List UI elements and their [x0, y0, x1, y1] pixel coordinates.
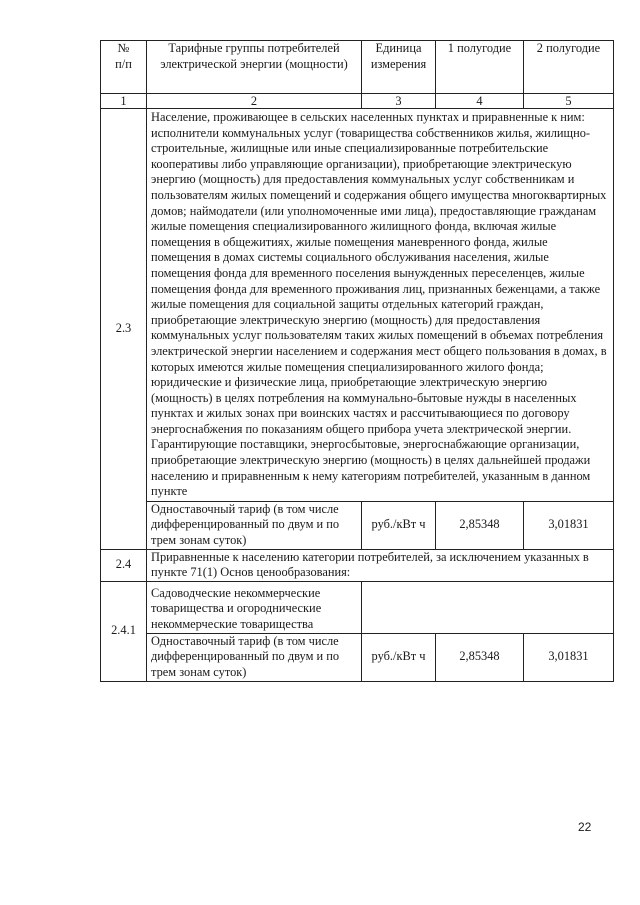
section-description: [147, 109, 614, 502]
paragraph: юридические и физические лица, приобретающие электрическую энергию (мощность) в целях потребления на коммунально-бытовые нужды в населенных пунктах и жилых зонах при воинских частях и рассчитывающиеся по договору энергоснабжения по показаниям общего прибора учета электрической энергии.: [151, 375, 577, 436]
section-description: Приравненные к населению категории потребителей, за исключением указанных в пункте 71(1) Основ ценообразования:: [147, 549, 614, 581]
section-description: Садоводческие некоммерческие товарищества и огороднические некоммерческие товарищества: [147, 581, 362, 633]
paragraph: Гарантирующие поставщики, энергосбытовые, энергоснабжающие организации, приобретающие электрическую энергию (мощность) в целях дальнейшей продажи населению и приравненным к нему категориям потребителей, указанным в данном пункте: [151, 437, 591, 499]
tariff-label: Одноставочный тариф (в том числе дифференцированный по двум и по трем зонам суток): [147, 501, 362, 549]
tariff-unit: руб./кВт ч: [362, 501, 436, 549]
row-number: 2.3: [101, 109, 147, 550]
header-half2: 2 полугодие: [524, 41, 614, 94]
column-number: 4: [436, 94, 524, 109]
tariff-label: Одноставочный тариф (в том числе дифференцированный по двум и по трем зонам суток): [147, 633, 362, 681]
paragraph: Население, проживающее в сельских населенных пунктах и приравненные к ним:: [151, 110, 585, 124]
page-number: 22: [578, 820, 592, 834]
tariff-value-half2: 3,01831: [524, 633, 614, 681]
tariff-table: [100, 40, 614, 682]
tariff-row: [101, 633, 614, 681]
section-row: [101, 581, 614, 633]
column-number: 3: [362, 94, 436, 109]
header-half1: 1 полугодие: [436, 41, 524, 94]
tariff-value-half1: 2,85348: [436, 633, 524, 681]
header-group: Тарифные группы потребителей электрической энергии (мощности): [147, 41, 362, 94]
tariff-unit: руб./кВт ч: [362, 633, 436, 681]
header-num: № п/п: [101, 41, 147, 94]
row-number: 2.4: [101, 549, 147, 581]
tariff-value-half1: 2,85348: [436, 501, 524, 549]
header-unit: Единица измерения: [362, 41, 436, 94]
tariff-row: [101, 501, 614, 549]
paragraph: исполнители коммунальных услуг (товарищества собственников жилья, жилищно-строительные, жилищные или иные специализированные потребительские кооперативы либо управляющие организации), приобретающие электрическую энергию (мощность) для предоставления коммунальных услуг собственникам и пользователям жилых помещений и содержания общего имущества многоквартирных домов; наймодатели (или уполномоченные ими лица), предоставляющие гражданам жилые помещения специализированного жилищного фонда, включая жилые помещения в общежитиях, жилые помещения маневренного фонда, жилые помещения в домах системы социального обслуживания населения, жилые помещения фонда для временного поселения вынужденных переселенцев, жилые помещения фонда для временного проживания лиц, признанных беженцами, а также жилые помещения для социальной защиты отдельных категорий граждан, приобретающие электрическую энергию (мощность) для предоставления коммунальных услуг пользователям таких жилых помещений в объемах потребления электрической энергии населением и содержания мест общего пользования в домах, в которых имеются жилые помещения специализированного жилого фонда;: [151, 125, 607, 374]
section-row: [101, 549, 614, 581]
column-number: 1: [101, 94, 147, 109]
tariff-value-half2: 3,01831: [524, 501, 614, 549]
column-number-row: [101, 94, 614, 109]
header-row: [101, 41, 614, 94]
empty-cell: [362, 581, 614, 633]
column-number: 5: [524, 94, 614, 109]
column-number: 2: [147, 94, 362, 109]
row-number: 2.4.1: [101, 581, 147, 681]
section-row: [101, 109, 614, 502]
